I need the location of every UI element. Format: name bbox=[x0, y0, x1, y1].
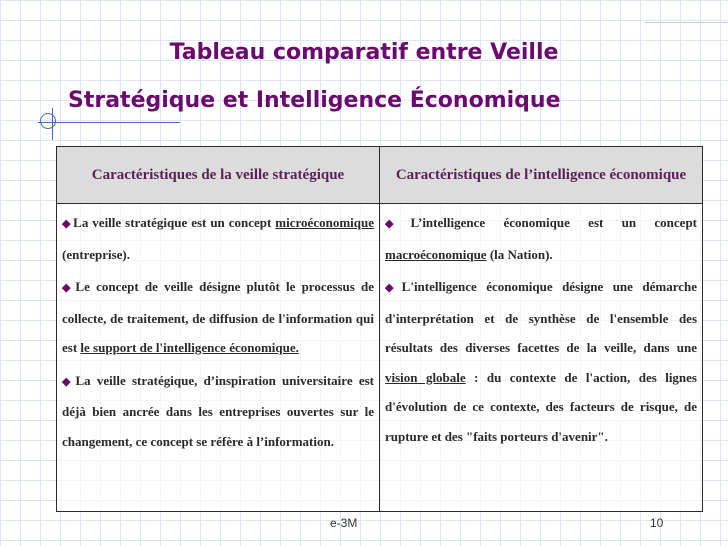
decorative-ring-icon bbox=[40, 113, 56, 129]
cell-veille bbox=[57, 204, 380, 512]
title-line-2: Stratégique et Intelligence Économique bbox=[68, 88, 561, 113]
underlined-term: vision globale bbox=[385, 369, 466, 385]
underlined-term: le support de l'intelligence économique. bbox=[80, 340, 299, 355]
underlined-term: microéconomique bbox=[275, 215, 374, 230]
header-veille: Caractéristiques de la veille stratégique bbox=[57, 147, 380, 204]
decorative-horizontal-rule bbox=[38, 122, 180, 123]
footer-label: e-3M bbox=[330, 516, 358, 530]
list-item: ◆ L’intelligence économique est un concept macroéconomique (la Nation). bbox=[385, 215, 697, 262]
header-intelligence: Caractéristiques de l’intelligence économique bbox=[380, 147, 703, 204]
table-row bbox=[57, 204, 703, 512]
list-item: ◆ La veille stratégique est un concept microéconomique (entreprise). bbox=[62, 215, 374, 262]
title-line-1: Tableau comparatif entre Veille bbox=[169, 40, 559, 65]
slide-title bbox=[0, 30, 728, 124]
list-item: ◆ Le concept de veille désigne plutôt le processus de collecte, de traitement, de diffusion de l'information qui est le support de l'intelligence économique. bbox=[62, 279, 374, 355]
list-item: ◆ L'intelligence économique désigne une démarche d'interprétation et de synthèse de l'ensemble des résultats des diverses facettes de la veille, dans une vision globale : du contexte de l'action, des lignes d'évolution de ce contexte, des facteurs de risque, de rupture et des "faits porteurs d'avenir". bbox=[385, 279, 697, 444]
table-header-row bbox=[57, 147, 703, 204]
cell-intelligence bbox=[380, 204, 703, 512]
decorative-top-line bbox=[645, 22, 728, 23]
page-number: 10 bbox=[650, 516, 664, 530]
diamond-bullet-icon: ◆ bbox=[62, 282, 74, 294]
diamond-bullet-icon: ◆ bbox=[385, 282, 400, 294]
diamond-bullet-icon: ◆ bbox=[62, 375, 74, 388]
comparison-table bbox=[56, 146, 703, 512]
list-item: ◆ La veille stratégique, d’inspiration universitaire est déjà bien ancrée dans les entreprises ouvertes sur le changement, ce concept se réfère à l’information. bbox=[62, 372, 374, 449]
diamond-bullet-icon: ◆ bbox=[385, 218, 409, 230]
underlined-term: macroéconomique bbox=[385, 246, 487, 262]
diamond-bullet-icon: ◆ bbox=[62, 218, 72, 230]
